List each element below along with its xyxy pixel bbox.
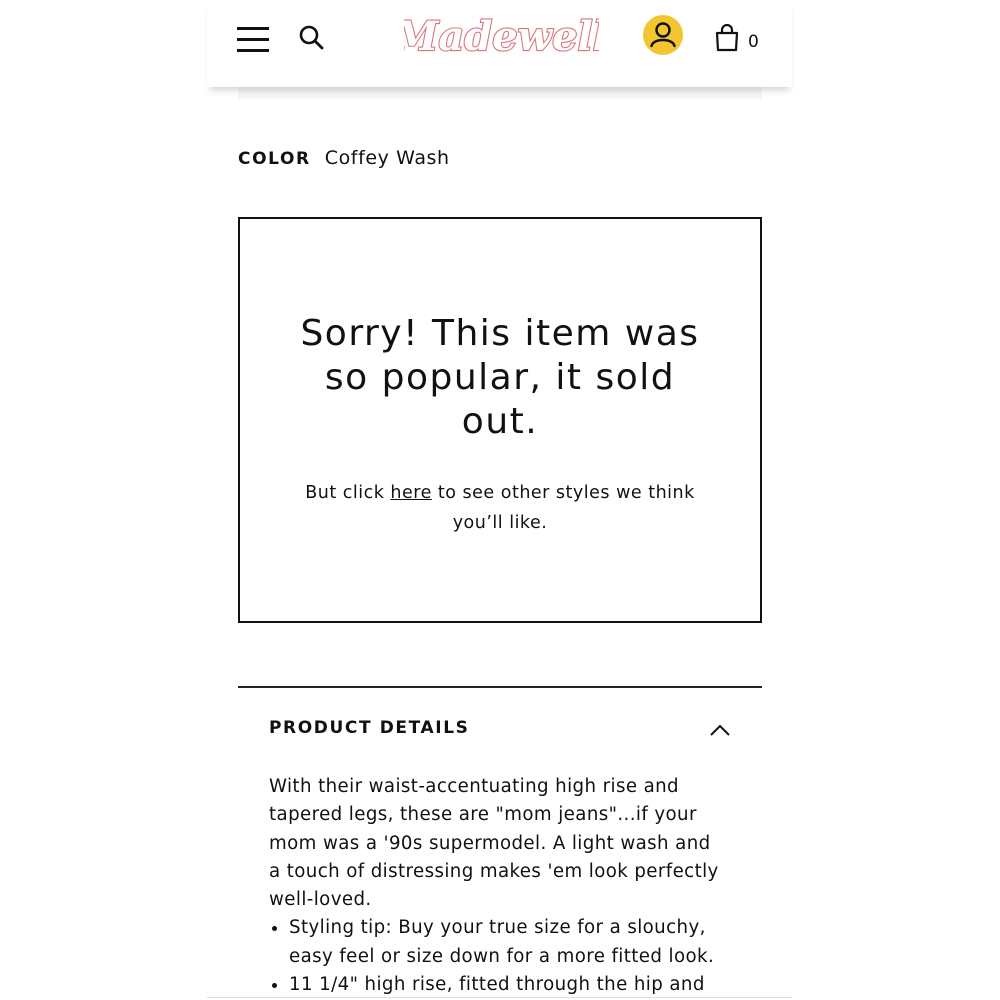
section-divider: [238, 686, 762, 688]
site-header: [207, 0, 792, 87]
user-icon: [643, 15, 683, 55]
product-details-list: [269, 914, 719, 999]
menu-icon-bar: [237, 27, 269, 30]
product-description: With their waist-accentuating high rise and tapered legs, these are "mom jeans"...if your mom was a '90s supermodel. A light wash and a touch of distressing makes 'em look perfectly well-loved.: [269, 776, 719, 911]
sold-out-message-suffix: to see other styles we think you’ll like.: [431, 483, 695, 533]
account-button[interactable]: [643, 15, 683, 55]
search-icon: [298, 24, 326, 52]
color-selector: [238, 147, 450, 169]
shopping-bag-icon: [715, 24, 739, 52]
details-list-item: • 11 1/4" high rise, fitted through the hip and: [289, 971, 719, 999]
product-details-title: PRODUCT DETAILS: [269, 718, 470, 738]
menu-icon-bar: [237, 49, 269, 52]
product-details-toggle[interactable]: [238, 700, 762, 760]
logo-wordmark: Madewell: [404, 13, 599, 60]
color-value: Coffey Wash: [324, 147, 450, 169]
brand-logo[interactable]: [404, 8, 599, 68]
sold-out-message-prefix: But click: [305, 483, 391, 503]
sold-out-message: [280, 478, 720, 538]
cart-count: 0: [748, 32, 759, 52]
search-button[interactable]: [298, 24, 326, 52]
details-list-item: • Styling tip: Buy your true size for a slouchy, easy feel or size down for a more fitted look.: [289, 914, 719, 971]
menu-button[interactable]: [237, 27, 271, 53]
chevron-up-icon: [709, 722, 731, 738]
header-sub-strip: [238, 87, 762, 99]
product-details-content: [269, 773, 719, 999]
color-label: COLOR: [238, 149, 311, 169]
sold-out-panel: [238, 217, 762, 623]
see-other-styles-link[interactable]: here: [390, 483, 432, 503]
menu-icon-bar: [237, 38, 269, 41]
bottom-divider: [207, 997, 792, 998]
cart-button[interactable]: [715, 24, 739, 52]
sold-out-heading: Sorry! This item was so popular, it sold out.: [300, 313, 700, 442]
